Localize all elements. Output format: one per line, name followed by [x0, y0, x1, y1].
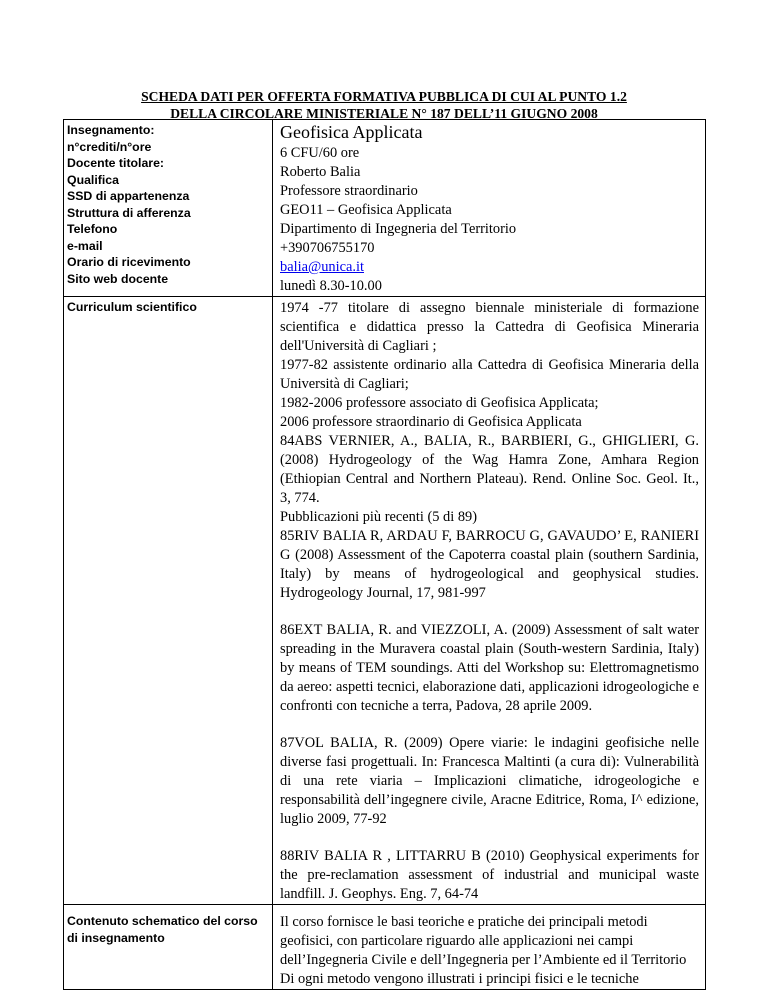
publication-84: 84ABS VERNIER, A., BALIA, R., BARBIERI, G., GHIGLIERI, G. (2008) Hydrogeology of the Wag Hamra Zone, Amhara Region (Ethiopian Central and Northern Plateau). Rend. Online Soc. Geol. It., 3, 774.: [280, 433, 699, 506]
recent-publications-heading: Pubblicazioni più recenti (5 di 89): [280, 509, 478, 525]
label-telefono: Telefono: [67, 222, 118, 236]
contenuto-paragraph-1: Il corso fornisce le basi teoriche e pratiche dei principali metodi geofisici, con particolare riguardo alle applicazioni nei campi dell’Ingegneria Civile e dell’Ingegneria per l’Ambiente ed il Territorio: [280, 914, 687, 968]
cv-entry-1982: 1982-2006 professore associato di Geofisica Applicata;: [280, 395, 599, 411]
ssd-value: GEO11 – Geofisica Applicata: [280, 202, 452, 218]
label-struttura: Struttura di afferenza: [67, 205, 191, 220]
phone-value: +390706755170: [280, 240, 375, 256]
credits-value: 6 CFU/60 ore: [280, 145, 360, 161]
document-title: [0, 88, 768, 122]
cv-entry-1977: 1977-82 assistente ordinario alla Cattedra di Geofisica Mineraria della Università di Cagliari;: [280, 357, 699, 392]
qualification-value: Professore straordinario: [280, 183, 418, 199]
department-value: Dipartimento di Ingegneria del Territorio: [280, 221, 517, 237]
label-docente: Docente titolare:: [67, 156, 165, 170]
label-crediti: n°crediti/n°ore: [67, 139, 152, 154]
label-orario: Orario di ricevimento: [67, 255, 191, 269]
info-row: [64, 120, 706, 297]
info-labels-cell: [64, 120, 273, 297]
office-hours-value: lunedì 8.30-10.00: [280, 278, 382, 294]
publication-87: 87VOL BALIA, R. (2009) Opere viarie: le indagini geofisiche nelle diverse fasi progettuali. In: Francesca Maltinti (a cura di): Vulnerabilità di una rete viaria – Implicazioni climatiche, idrogeologiche e responsabilità dell’ingegnere civile, Aracne Editrice, Roma, I^ edizione, luglio 2009, 77-92: [280, 735, 699, 827]
label-qualifica: Qualifica: [67, 172, 119, 187]
cv-entry-1974: 1974 -77 titolare di assegno biennale ministeriale di formazione scientifica e didattica presso la Cattedra di Geofisica Mineraria dell'Università di Cagliari ;: [280, 300, 699, 354]
email-link[interactable]: balia@unica.it: [280, 259, 364, 275]
curriculum-label-cell: [64, 297, 273, 905]
label-insegnamento: Insegnamento:: [67, 123, 155, 137]
contenuto-cell: [273, 905, 706, 990]
label-curriculum: Curriculum scientifico: [67, 300, 197, 314]
info-values-cell: [273, 120, 706, 297]
title-line-2: DELLA CIRCOLARE MINISTERIALE N° 187 DELL’11 GIUGNO 2008: [170, 106, 598, 121]
label-ssd: SSD di appartenenza: [67, 189, 190, 203]
contenuto-paragraph-2: Di ogni metodo vengono illustrati i principi fisici e le tecniche: [280, 971, 639, 987]
cv-entry-2006: 2006 professore straordinario di Geofisica Applicata: [280, 414, 582, 430]
teacher-value: Roberto Balia: [280, 164, 361, 180]
course-name: Geofisica Applicata: [280, 122, 423, 142]
title-line-1: SCHEDA DATI PER OFFERTA FORMATIVA PUBBLICA DI CUI AL PUNTO 1.2: [141, 89, 627, 104]
publication-86: 86EXT BALIA, R. and VIEZZOLI, A. (2009) Assessment of salt water spreading in the Muravera coastal plain (South-western Sardinia, Italy) by means of TEM soundings. Atti del Workshop su: Elettromagnetismo da aereo: aspetti tecnici, elaborazione dati, applicazioni idrogeologiche e confronti con tecniche a terra, Padova, 28 aprile 2009.: [280, 622, 699, 714]
contenuto-row: [64, 905, 706, 990]
label-contenuto: Contenuto schematico del corso di insegnamento: [67, 914, 258, 945]
curriculum-cell: [273, 297, 706, 905]
contenuto-label-cell: [64, 905, 273, 990]
label-email: e-mail: [67, 238, 103, 253]
publication-88: 88RIV BALIA R , LITTARRU B (2010) Geophysical experiments for the pre-reclamation assessment of industrial and municipal waste landfill. J. Geophys. Eng. 7, 64-74: [280, 848, 699, 902]
publication-85: 85RIV BALIA R, ARDAU F, BARROCU G, GAVAUDO’ E, RANIERI G (2008) Assessment of the Capoterra coastal plain (southern Sardinia, Italy) by means of hydrogeological and geophysical studies. Hydrogeology Journal, 17, 981-997: [280, 528, 699, 601]
course-data-table: [63, 119, 706, 990]
curriculum-row: [64, 297, 706, 905]
label-sito: Sito web docente: [67, 271, 169, 286]
